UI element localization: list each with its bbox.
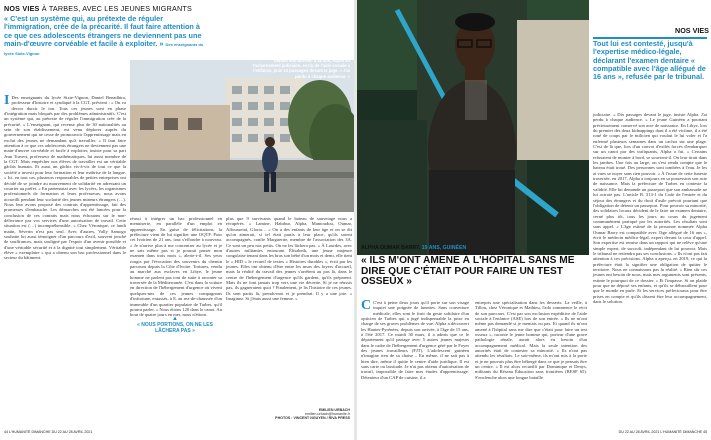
article-headline: « ILS M'ONT AMENÉ À L'HÔPITAL SANS ME DIRE QUE C'ÉTAIT POUR FAIRE UN TEST OSSEUX »: [361, 255, 575, 288]
photo-credit: PHOTOS : VINCENT NGUYEN / RIVA PRESS: [275, 416, 350, 420]
portrait-photo: [357, 0, 589, 255]
lead-attribution: Des enseignants du lycée Sixte-Vignon: [4, 41, 204, 57]
right-page: [357, 0, 711, 440]
person-age: 19 ANS, GUINÉEN: [421, 245, 467, 251]
portrait-photo-illustration: [357, 0, 589, 255]
lead-quote: « C'est un système qui, au prétexte de réguler l'immigration, crée de la précarité. Il faut faire attention à ce que ces adolescents étrangers ne deviennent pas une main-d'œuvre corvéable et facile à exploiter. »: [4, 14, 202, 48]
article-column-1-text: Des enseignants du lycée Sixte-Vignon, Daniel Benadhira, professeur d'histoire et syndiqué à la CGT, prévient : « On va devoir durcir le ton. Tous ces jeunes sont en phase d'intégration mais bloqués par des problèmes administratifs. C'est un système qui, au prétexte de réguler l'immigration crée de la précarité. » L'enseignant, qui recense plus de 30 nationalités au sein de son établissement, est venu déplorer auprès du gouvernement qui ne cesse de promouvoir l'apprentissage mais en exclut des jeunes ne demandant qu'à travailler. « Il faut faire attention à ce que ces adolescents étrangers ne deviennent pas une main-d'œuvre corvéable et facile à exploiter, insiste pour sa part Jean Travert, professeur de mathématiques, lui aussi membre de la CGT. Mais empêcher nos élèves de travailler est un véritable gâchis humain. Et aussi un gâchis vis-à-vis de tout ce que la société a investi pour leur formation et leur maîtrise de la langue. » Ici, en tout cas, plusieurs responsables de petites entreprises ont décidé de se joindre au mouvement de solidarité en adressant un courrier au préfet. « En partenariat avec les lycées, les organismes professionnels de formation et leurs professeurs, nous avons accueilli pendant leur scolarité des jeunes mineurs étrangers (…). Nous leur avons proposé des contrats d'apprentissage, fait des promesses d'embauche. Les démarches ont été lancées pour la conclusion de ces contrats mais nous échouons sur le non-délivrance par vos services d'une autorisation de travail. Cette situation est (…) incompréhensible. » Chez Véronique, ce lundi matin, Séverin n'est pas seul. Avec d'autres, Vally Samogo souhaite lui aussi témoigner d'un parcours d'exil, souvent jonché de souffrances, mais souligné par l'espoir d'un avenir possible et d'une véritable sécurité et à la dignité tout simplement. Véritable élève « exemplaire » qui a obtenu son bac professionnel dans le secteur du bâtiment.: [4, 95, 126, 261]
pull-quote-mark: ▲: [172, 316, 178, 322]
right-column-3: [593, 112, 707, 426]
drop-cap: I: [4, 93, 10, 108]
section-rubric: [4, 4, 192, 13]
sidebar-quote: Tout lui est contesté, jusqu'à l'expertise médico-légale, déclarant l'examen dentaire « compatible avec l'âge allégué de 16 ans », refusée par le tribunal.: [593, 39, 706, 82]
street-photo: [130, 60, 354, 212]
section-rubric-right: NOS VIES: [675, 26, 709, 35]
article-column-3-text: plus que 9 survivants quand le bateau de sauvetage nous a récupérés. » Lamine, Habibur, Alpha, Mamoudou, Oumar, Alfousseini, Gloria… « On a des enfants de leur âge et on se dit qu'on aimerait, si tel était partis à leur place, qu'ils soient accompagnés, confie Marguerite, membre de l'association des 3A. Ce sont un peu nos petits. On ne les lâchera pas. » À Lourdes, avec d'autres militantes entourant Élisabeth, une jeune majeure congolaise tenant dans les bras son bébé d'un mois et demi, elle tient le « HID » le recueil de textes « Histoires durables », écrit par les jeunes. Elles ont obtenu d'être entre les murs des foyers d'accueil, mais la réalité du travail des jeunes s'arrêtent au pas là, dans le centre de l'hébergement d'urgence qu'ils gardent, qu'ils préparent. Mais ils ne font jamais trop vers une vie décente. Si je ne réussis pas, ils gagneraient quoi ? Finalement, je lis l'histoire de ces jeunes. Ils sont partis là, prends-moi et je prendrai. Il y a une joie. « Imaginez. Si j'étais aussi une femme. »: [226, 216, 352, 302]
right-column-3-text: judiciaire. « Dix passages devant le juge, insiste Alpha. J'ai perdu à chaque audience. » Le jeune Guinéen a pourtant précieusement conservé son acte de naissance. En Libye, lors du premier des deux kidnappings dont il a été victime, il a été roué de coups par le milicien qui voulait le lui voler et l'a enfermé plusieurs semaines dans un cachot sur une plage. C'est de là que, lors d'un convoi d'exilés forcés d'embarquer sur un canot par des trafiquants, Alpha a fui. « Certains refusaient de monter à bord, se souvient-il. On leur tirait dans les jambes. Une fois au large, on s'est rendu compte que le bateau était troué. Des personnes sont tombées à l'eau. Je les ai vues se noyer sans rien pouvoir. » À l'issue de cette funeste traversée, en 2017, Alpha a toujours en sa possession son acte de naissance. Mais la préfecture de Tarbes en conteste la validité. Elle lui demande un passeport que son ambassade ne lui octroie pas. L'article R. 313-1 du Code de l'entrée et du séjour des étrangers et du droit d'asile prévoit pourtant que l'obligation de détenir un passeport. Pour pouvoir sa minorité, des solidaires locaux décident de le faire un examen dentaire, cerné plus tôt, tous les jours au cours du jugement communément pratiqué par les autorités. Les résultats sont sans appel. « L'âge estimé de la personne nommée Alpha Oumar Barry est compatible avec l'âge allégué de 16 ans », écrit le médecin médico-légal, expert devant la cour d'appel. Son expertise est remise dans un rapport qui ne relève qu'une simple expert, de surcroît, indépendant de lui pouvoir. Mais le tribunal ne retiendra pas ses conclusions. « Ils n'ont pas fait attention à ces précisions. Alpha a aperçu, en 2019, ce qui la préfecture était la signifier une obligation de quitter le territoire. Nous ne connaissons pas la réalité. « Bien sûr ces jeunes ont besoin de nous, mais mes arguments sont présents, estime le pourquoi de ce dossier. » Et l'impasse. Si on plaide pour que ne déposé ses enfants, et qu'ils se débrouillent pour que le monde en parle. Et les services préfectoraux pour être prises en compte et qu'ils dissent être leur accompagnement, dans le solution.: [593, 112, 707, 305]
drop-cap-right: C: [361, 298, 372, 313]
byline-author: EMILIEN URBACH: [318, 408, 350, 412]
page-folio-left: 44 L'HUMANITÉ DIMANCHE DU 22 AU 28 AVRIL 2021: [4, 430, 93, 434]
lead-quote-block: [4, 15, 204, 58]
article-column-2: [130, 216, 222, 318]
page-folio-right: DU 22 AU 28 AVRIL 2021 L'HUMANITÉ DIMANCHE 45: [618, 430, 707, 434]
photo-caption: Depuis son arrivée, à 15 ans, Alpha vit l'acharnement judiciaire, exclu de l'aide sociale à l'enfance, puis 10 passages devant le juge. « J'ai perdu à chaque audience. »: [252, 58, 350, 79]
rubric-tag: NOS VIES: [4, 4, 40, 13]
street-photo-illustration: [130, 60, 354, 212]
rubric-subtitle: À TARBES, AVEC LES JEUNES MIGRANTS: [41, 4, 192, 13]
article-column-2b: [130, 334, 222, 428]
left-page: [0, 0, 354, 440]
article-column-2-text: réussi à intégrer un bac professionnel en menuiserie, en parallèle d'un emploi en apprentissage. En guise de félicitations, la préfecture vient de lui signifier une OQTF. Pour cet Ivoirien de 21 ans, tout s'effondre à nouveau. « Je n'arrive plus à me concentrer au lycée et je ne sais même pas si je pourrai passer mon examen dans trois mois », alerte-t-il. Ses yeux rougis par l'évocation des souvenirs du chemin parcouru depuis la Côte d'Ivoire. Tortures, vendu au marché aux esclaves en Libye, le jeune homme ne parlent pas tout de suite à raconter sa traversée de la Méditerranée. C'est dans la voiture en direction de l'hébergement d'urgence où vivent quelques-uns de ces jeunes compagnons d'infortune, entassés, à 8, au rez-de-chaussée d'un immeuble d'un quartier populaire de Tarbes, qu'il pourra parler. « Nous étions 120 dans le canot. Au bout de quatre jours en mer, nous n'étions: [130, 216, 222, 318]
right-column-2: [475, 300, 587, 426]
article-column-3: [226, 216, 352, 406]
article-column-1: [4, 95, 126, 427]
right-column-1-text: C'est à peine deux jours qu'il porte sur son visage inquiet une poignée de lunettes. Sans couverture médicale, elles sont le fruit du geste solidaire d'un opticien de Tarbes qui a jugé indispensable la prise en charge de ses graves problèmes de vue. Alpha a découvert les Hautes-Pyrénées, depuis son arrivée, à l'âge de 15 ans, à l'été 2017. Ce mardi 30 mars, il a admis que ce le département qu'il partage avec 5 autres jeunes majeurs dans le cadre de l'hébergement d'urgence géré par le Foyer des jeunes travailleurs (FJT). L'adolescent guinéen n'imagine rien de sa chaise – En même, il ne sait pas à bien dire, même il quitte le centre d'aide juridique. Il est sans carte ou lassitude. Je n'ai pas obtenu d'autorisation de travail, impossible de faire mes études d'apprentissage. Détenteur d'un CAP de cuisine, il a: [361, 300, 469, 380]
right-column-2-text: entrepris une spécialisation dans les desserts. La veille, à Tillou, chez Véronique et Mathieu, l'ado commence le récit de son parcours. C'est par son exclusion expéditive de l'aide sociale à l'enfance (ASE) lors de son entrée. « Ils ne m'ont même pas demandé si je mentais ou pas. Et quand ils m'ont amené à l'hôpital sans me dire que c'était pour faire un test osseux », raconte le jeune homme qui, porteur d'une grave pathologie rénale, aurait alors eu besoin d'un accompagnement médical. Mais la seule intention des autorités était de contester sa minorité. « Ils n'ont pas attendu les résultats. Le soir-même, ils m'ont mis à la porte et je ne pouvais plus être hébergé dans ce que je pensais être un centre. » Il est alors recueilli par Dominique et Denys, militants du Réseau Éducation sans frontières (RESF 65). S'enclenche alors une longue bataille: [475, 300, 587, 380]
right-column-1: [361, 300, 469, 426]
person-heading: [361, 245, 586, 251]
pull-quote-text: « NOUS PORTIONS, ON NE LES LÂCHERA PAS »: [137, 322, 213, 334]
byline-email: emilien.urbach@humanite.fr: [305, 412, 350, 416]
byline-block: [250, 408, 350, 420]
person-name: ALPHA OUMAR BARRY,: [361, 245, 421, 251]
pull-quote: [130, 316, 220, 334]
